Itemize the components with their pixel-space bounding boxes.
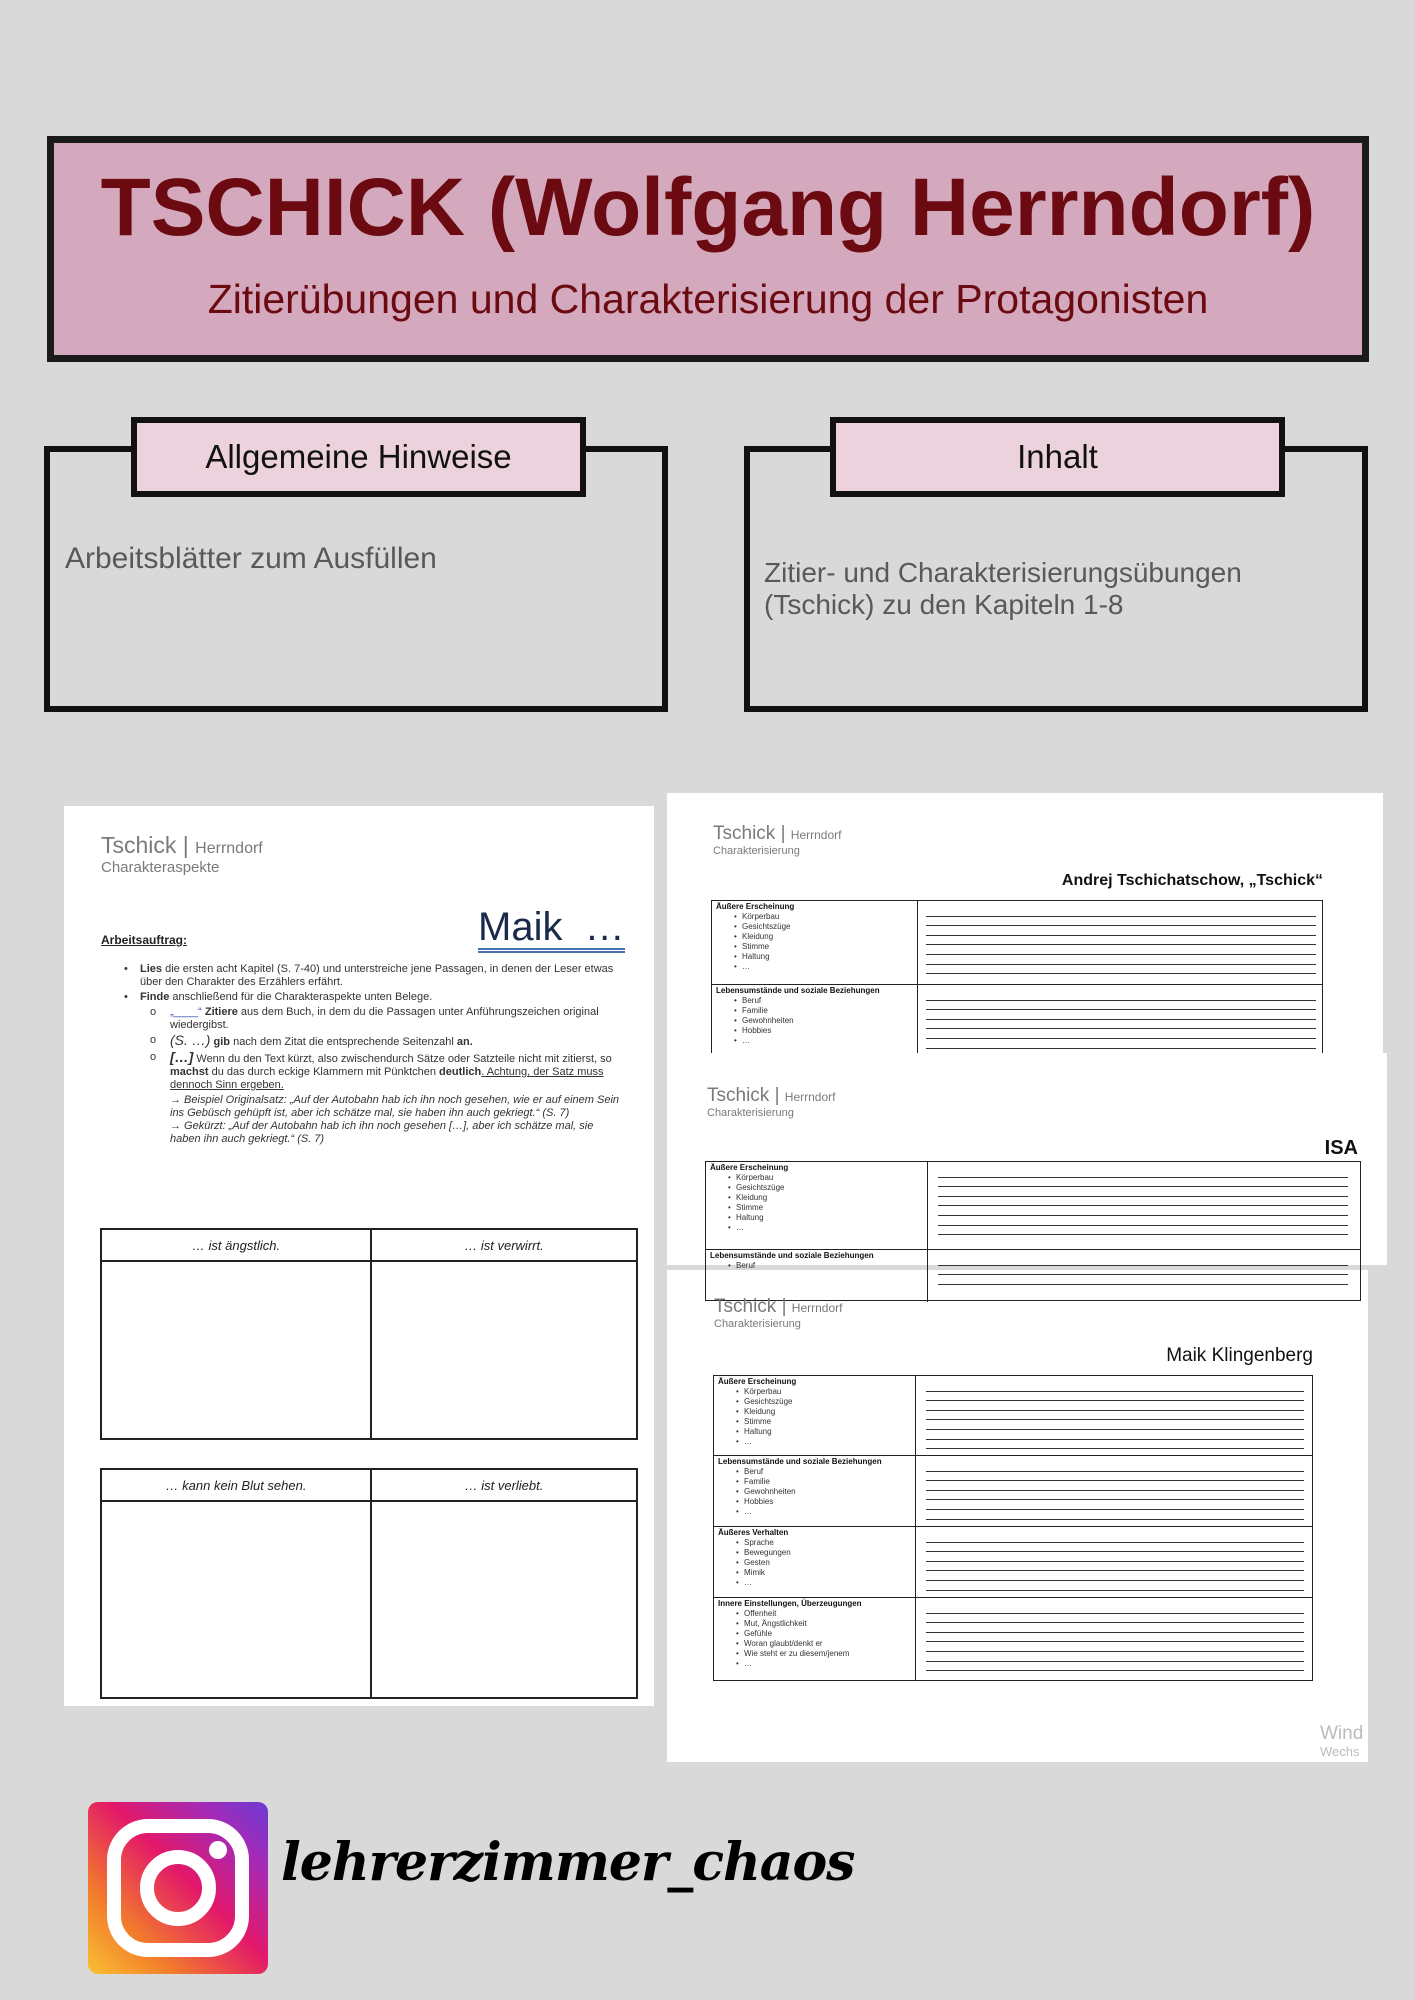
sheet3-subtitle: Charakterisierung — [707, 1107, 794, 1119]
sheet2-row1-head: Äußere Erscheinung — [716, 902, 795, 911]
sheet4-row1-items — [718, 1387, 911, 1447]
page-title: TSCHICK (Wolfgang Herrndorf) — [100, 162, 1316, 253]
instagram-handle[interactable]: lehrerzimmer_chaos — [281, 1832, 855, 1893]
sheet4-row2-items — [718, 1467, 911, 1517]
bullet-item: • Körperbau — [718, 1387, 911, 1397]
bullet-item: • Beruf — [716, 996, 913, 1006]
sheet1-s3b: du das durch eckige Klammern mit Pünktchen — [208, 1066, 440, 1078]
sheet1-s2: nach dem Zitat die entsprechende Seitenzahl — [230, 1036, 457, 1048]
bullet-item: • Gewohnheiten — [716, 1016, 913, 1026]
sheet3-row1-lines — [938, 1168, 1348, 1235]
bullet-item: • … — [718, 1437, 911, 1447]
sheet1-b1: die ersten acht Kapitel (S. 7-40) und unterstreiche jene Passagen, in denen der Leser etwas über den Charakter des Erzählers erfährt. — [140, 963, 614, 988]
bullet-item: • … — [718, 1507, 911, 1517]
bullet-item: • … — [716, 1036, 913, 1046]
sheet2-brand: Tschick — [713, 823, 776, 844]
sheet3-header — [707, 1085, 835, 1119]
content-text-line-1: Zitier- und Charakterisierungsübungen — [764, 557, 1242, 588]
sheet1-example-shortened: → Gekürzt: „Auf der Autobahn hab ich ihn noch gesehen […], aber ich schätze mal, sie haben ihn auch gekriegt.“ (S. 7) — [170, 1120, 594, 1145]
bullet-item: • … — [716, 962, 913, 972]
sheet1-subtitle: Charakteraspekte — [101, 859, 220, 876]
sheet4-row4-lines — [926, 1604, 1304, 1671]
bullet-item: • Sprache — [718, 1538, 911, 1548]
bullet-item: • Gesichtszüge — [710, 1183, 923, 1193]
sheet1-s3-sym: […] — [170, 1049, 194, 1065]
bullet-item: • Hobbies — [718, 1497, 911, 1507]
sheet4-brand: Tschick — [714, 1296, 777, 1317]
sheet4-row4-head: Innere Einstellungen, Überzeugungen — [718, 1599, 862, 1608]
content-text-line-2: (Tschick) zu den Kapiteln 1-8 — [764, 589, 1124, 620]
bullet-item: • Gesten — [718, 1558, 911, 1568]
sheet1-s3c: . Achtung, der Satz muss dennoch Sinn ergeben. — [170, 1066, 604, 1091]
sheet3-brand: Tschick — [707, 1085, 770, 1106]
sheet2-header — [713, 823, 841, 857]
sheet1-cell-inlove: … ist verliebt. — [464, 1478, 544, 1493]
bullet-item: • Gesichtszüge — [716, 922, 913, 932]
sheet4-row3-lines — [926, 1533, 1304, 1591]
page-subtitle: Zitierübungen und Charakterisierung der Protagonisten — [207, 276, 1209, 322]
sheet4-row3-head: Äußeres Verhalten — [718, 1528, 789, 1537]
sheet2-row2-items — [716, 996, 913, 1046]
sheet1-b2-bold: Finde — [140, 991, 170, 1003]
bullet-item: • Wie steht er zu diesem/jenem — [718, 1649, 911, 1659]
sheet1-s1-bold: Zitiere — [204, 1006, 238, 1018]
sheet1-name: Maik … — [478, 906, 625, 953]
sheet2-brand-small: Herrndorf — [790, 828, 842, 842]
bullet-item: • Bewegungen — [718, 1548, 911, 1558]
tab-content-label: Inhalt — [1017, 438, 1098, 475]
sheet4-row3-items — [718, 1538, 911, 1588]
bullet-item: • Mimik — [718, 1568, 911, 1578]
sheet4-row4-items — [718, 1609, 911, 1669]
sheet1-cell-blood: … kann kein Blut sehen. — [165, 1478, 307, 1493]
sheet3-row1-head: Äußere Erscheinung — [710, 1163, 789, 1172]
sheet2-row1-lines — [926, 907, 1316, 974]
bullet-item: • Körperbau — [716, 912, 913, 922]
sheet2-brand-sep: | — [775, 823, 791, 844]
bullet-item: • Hobbies — [716, 1026, 913, 1036]
bullet-item: • Haltung — [710, 1213, 923, 1223]
sheet4-row2-head: Lebensumstände und soziale Beziehungen — [718, 1457, 882, 1466]
sheet1-instructions: • Lies die ersten acht Kapitel (S. 7-40) und unterstreiche jene Passagen, in denen der Leser etwas über den Charakter des Erzählers erfährt. • Finde anschließend für die Charakteraspekte unten Belege. o „____“ Zitiere aus dem Buch, in dem du die Passagen unter Anführungszeichen original wiedergibst. o (S. …) gib nach dem Zitat die entsprechende Seitenzahl an. o […] Wenn du den Text kürzt, also zwischendurch Sätze oder Satzteile nicht mit zitierst, so machst du das durch eckige Klammern mit Pünktchen deutlich. Achtung, der Satz muss dennoch Sinn ergeben. → Beispiel Originalsatz: „Auf der Autobahn hab ich ihn noch gesehen, wie er auf einem Sein ins Gebüsch gehüpft ist, aber ich schätze mal, sie haben ihn auch gekriegt.“ (S. 7) → Gekürzt: „Auf der Autobahn hab ich ihn noch gesehen […], aber ich schätze mal, sie haben ihn auch gekriegt.“ (S. 7) — [124, 963, 624, 1146]
sheet4-table — [713, 1375, 1313, 1681]
bullet-item: • Kleidung — [716, 932, 913, 942]
bullet-item: • Kleidung — [710, 1193, 923, 1203]
sheet3-row1-items — [710, 1173, 923, 1233]
title-banner — [47, 136, 1369, 362]
instagram-icon[interactable] — [88, 1802, 268, 1974]
general-notes-text: Arbeitsblätter zum Ausfüllen — [65, 542, 437, 575]
sheet4-watermark-line1: Wind — [1320, 1723, 1364, 1744]
sheet4-row1-head: Äußere Erscheinung — [718, 1377, 797, 1386]
sheet4-name: Maik Klingenberg — [1166, 1345, 1313, 1366]
sheet1-s2-bold: gib — [213, 1036, 231, 1048]
sheet4-header — [714, 1296, 842, 1330]
bullet-item: • Stimme — [718, 1417, 911, 1427]
sheet1-s1: aus dem Buch, in dem du die Passagen unter Anführungszeichen original wiedergibst. — [170, 1006, 599, 1031]
bullet-item: • … — [718, 1578, 911, 1588]
bullet-item: • Woran glaubt/denkt er — [718, 1639, 911, 1649]
bullet-item: • Stimme — [710, 1203, 923, 1213]
sheet1-brand-small: Herrndorf — [195, 840, 263, 857]
sheet2-row1-items — [716, 912, 913, 972]
bullet-item: • Körperbau — [710, 1173, 923, 1183]
worksheet-tschick-preview — [667, 793, 1383, 1053]
bullet-item: • Haltung — [716, 952, 913, 962]
sheet3-name: ISA — [1324, 1137, 1358, 1159]
sheet1-task-label: Arbeitsauftrag: — [101, 933, 188, 947]
sheet4-subtitle: Charakterisierung — [714, 1318, 801, 1330]
sheet1-s3: Wenn du den Text kürzt, also zwischendurch Sätze oder Satzteile nicht mit zitierst, so — [193, 1053, 612, 1065]
sheet2-row2-lines — [926, 991, 1316, 1058]
sheet1-example-original: → Beispiel Originalsatz: „Auf der Autobahn hab ich ihn noch gesehen, wie er auf einem Sein ins Gebüsch gehüpft ist, aber ich schätze mal, sie haben ihn auch gekriegt.“ (S. 7) — [170, 1094, 620, 1119]
bullet-item: • … — [718, 1659, 911, 1669]
sheet1-brand: Tschick — [101, 832, 177, 858]
sheet4-watermark — [1320, 1725, 1368, 1761]
sheet1-s1-sym: „____“ — [170, 1006, 202, 1018]
bullet-item: • Offenheit — [718, 1609, 911, 1619]
sheet2-row2-head: Lebensumstände und soziale Beziehungen — [716, 986, 880, 995]
sheet1-s2-end: an. — [456, 1036, 473, 1048]
sheet4-row1-lines — [926, 1382, 1304, 1449]
bullet-item: • Haltung — [718, 1427, 911, 1437]
bullet-item: • … — [710, 1223, 923, 1233]
sheet4-watermark-line2: Wechs — [1320, 1744, 1360, 1759]
sheet2-name: Andrej Tschichatschow, „Tschick“ — [1061, 872, 1323, 889]
bullet-item: • Gesichtszüge — [718, 1397, 911, 1407]
bullet-item: • Beruf — [718, 1467, 911, 1477]
bullet-item: • Mut, Ängstlichkeit — [718, 1619, 911, 1629]
sheet1-b2: anschließend für die Charakteraspekte unten Belege. — [169, 991, 433, 1003]
tab-content — [830, 417, 1285, 497]
sheet1-s3-bold: machst — [170, 1066, 209, 1078]
bullet-item: • Familie — [718, 1477, 911, 1487]
tab-general-notes — [131, 417, 586, 497]
bullet-item: • Gewohnheiten — [718, 1487, 911, 1497]
sheet1-header — [101, 832, 263, 876]
sheet2-subtitle: Charakterisierung — [713, 845, 800, 857]
sheet4-content — [667, 1270, 1368, 1762]
sheet1-cell-anxious: … ist ängstlich. — [191, 1238, 281, 1253]
sheet1-b1-bold: Lies — [140, 963, 163, 975]
sheet4-brand-small: Herrndorf — [791, 1301, 843, 1315]
sheet1-s2-sym: (S. …) — [170, 1032, 211, 1048]
sheet1-brand-sep: | — [176, 832, 196, 858]
bullet-item: • Stimme — [716, 942, 913, 952]
sheet3-brand-sep: | — [769, 1085, 785, 1106]
bullet-item: • Kleidung — [718, 1407, 911, 1417]
worksheet-isa-preview — [667, 1053, 1387, 1270]
sheet4-row2-lines — [926, 1462, 1304, 1520]
sheet3-brand-small: Herrndorf — [784, 1090, 836, 1104]
bullet-item: • Beruf — [710, 1261, 923, 1271]
sheet4-brand-sep: | — [776, 1296, 792, 1317]
sheet3-row2-head: Lebensumstände und soziale Beziehungen — [710, 1251, 874, 1260]
content-text — [764, 557, 1242, 621]
bullet-item: • Familie — [716, 1006, 913, 1016]
tab-general-notes-label: Allgemeine Hinweise — [205, 438, 512, 475]
sheet1-s3-bold2: deutlich — [439, 1066, 482, 1078]
sheet1-table-1 — [100, 1228, 638, 1440]
worksheet-maik-preview — [64, 806, 654, 1706]
sheet1-table-2 — [100, 1468, 638, 1699]
sheet1-cell-confused: … ist verwirrt. — [464, 1238, 544, 1253]
bullet-item: • Gefühle — [718, 1629, 911, 1639]
